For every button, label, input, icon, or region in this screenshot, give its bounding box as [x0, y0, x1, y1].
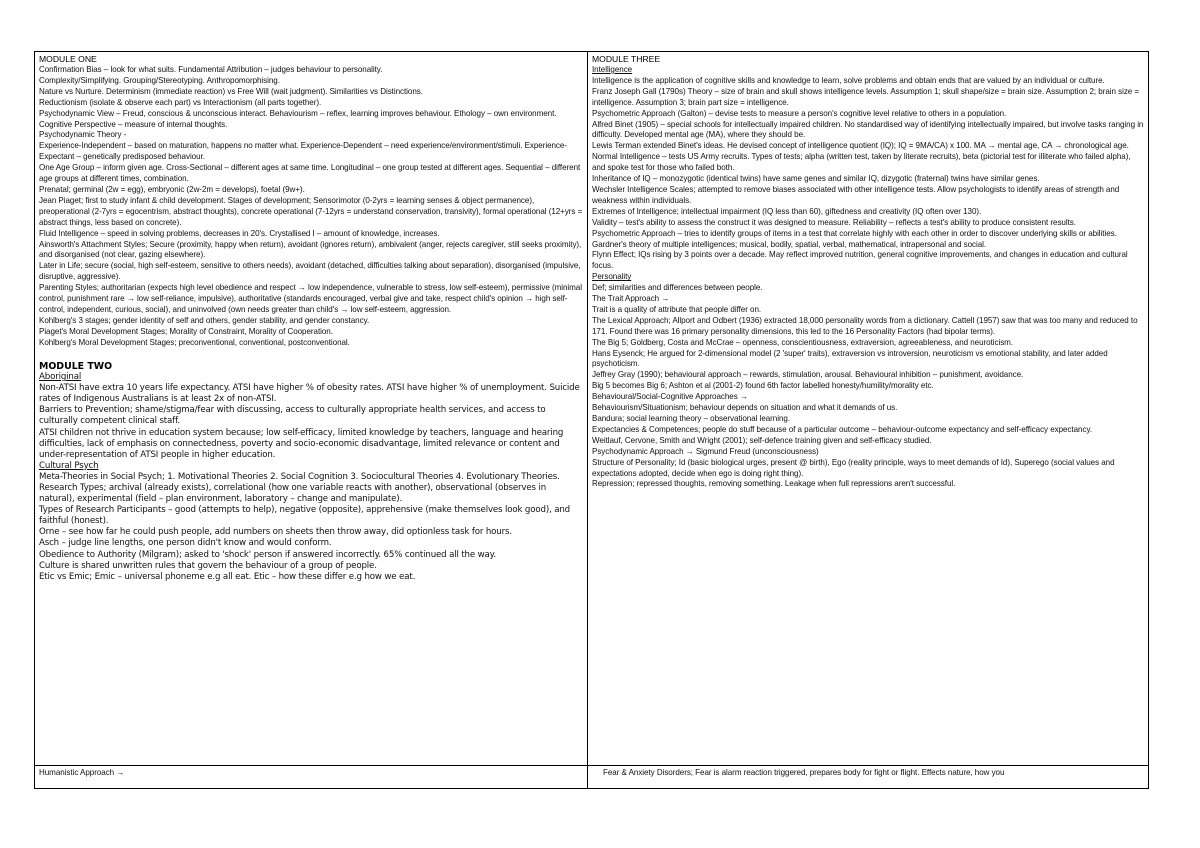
humanistic-approach-cell: Humanistic Approach →: [35, 766, 588, 789]
note-line: Psychodynamic View – Freud, conscious & unconscious interact. Behaviourism – reflex, learning improves behaviour. Ethology – own environment. Cognitive Perspective – measure of internal thoughts.: [39, 108, 557, 129]
intelligence-heading: Intelligence: [592, 65, 633, 74]
personality-heading: Personality: [592, 272, 632, 282]
personality-body: [592, 283, 1144, 490]
note-line: Behavioural/Social-Cognitive Approaches →: [592, 392, 748, 402]
aboriginal-heading: Aboriginal: [39, 372, 82, 383]
note-line: Weitlauf, Cervone, Smith and Wright (2001); self-defence training given and self-efficacy studied.: [592, 435, 932, 445]
note-line: Flynn Effect; IQs rising by 3 points over a decade. May reflect improved nutrition, general cognitive improvements, and changes in education and cultural focus.: [592, 250, 1128, 271]
note-line: Jeffrey Gray (1990); behavioural approach – rewards, stimulation, arousal. Behavioural inhibition – punishment, avoidance.: [592, 370, 1024, 380]
note-line: ATSI children not thrive in education system because; low self-efficacy, limited knowledge by teachers, language and hearing difficulties, lack of emphasis on connectedness, poverty and socio-economic disadvantage, limited relevance or content and under-representation of ATSI people in higher education.: [39, 427, 564, 460]
note-line: Kohlberg's Moral Development Stages; preconventional, conventional, postconventional.: [39, 337, 350, 347]
note-line: Bandura; social learning theory – observational learning.: [592, 414, 791, 423]
note-line: Meta-Theories in Social Psych; 1. Motivational Theories 2. Social Cognition 3. Sociocultural Theories 4. Evolutionary Theories.: [39, 471, 560, 482]
note-line: Repression; repressed thoughts, removing something. Leakage when full repressions aren't successful.: [592, 479, 956, 489]
note-line: Fluid Intelligence – speed in solving problems, decreases in 20's. Crystallised I – amount of knowledge, increases.: [39, 228, 440, 238]
note-line: Reductionism (isolate & observe each part) vs Interactionism (all parts together).: [39, 97, 322, 107]
note-line: Inheritance of IQ – monozygotic (identical twins) have same genes and similar IQ, dizygotic (fraternal) twins have similar genes.: [592, 174, 1040, 184]
note-line: Research Types; archival (already exists), correlational (how one variable reacts with another), observational (observes in natural), experimental (field – plan environment, laboratory – change and manipulate).: [39, 483, 547, 505]
notes-table: [34, 51, 1149, 789]
note-line: One Age Group – inform given age. Cross-Sectional – different ages at same time. Longitudinal – one group tested at different ages. Sequential – different age groups at different times, combination.: [39, 163, 581, 184]
note-line: The Trait Approach →: [592, 294, 670, 304]
note-line: Non-ATSI have extra 10 years life expectancy. ATSI have higher % of obesity rates. ATSI have higher % of unemployment. Suicide rates of Indigenous Australians is at least 2x of non-ATSI.: [39, 383, 580, 405]
note-line: Orne – see how far he could push people, add numbers on sheets then throw away, did optionless task for hours.: [39, 527, 512, 538]
note-line: Barriers to Prevention; shame/stigma/fear with discussing, access to culturally appropriate health services, and access to culturally competent clinical staff.: [39, 405, 546, 427]
note-line: Psychodynamic Approach → Sigmund Freud (unconsciousness): [592, 446, 819, 456]
left-column: [35, 52, 588, 766]
note-line: The Big 5; Goldberg, Costa and McCrae – openness, conscientiousness, extraversion, agreeableness, and neuroticism.: [592, 337, 1014, 347]
note-line: Trait is a quality of attribute that people differ on.: [592, 304, 762, 314]
note-line: Expectancies & Competences; people do stuff because of a particular outcome – behaviour-outcome expectancy and self-efficacy expectancy.: [592, 424, 1093, 434]
module-three-section: [592, 54, 1144, 490]
module-one-body: [39, 65, 583, 349]
note-line: Types of Research Participants – good (attempts to help), negative (opposite), apprehensive (make themselves look good), and faithful (honest).: [39, 505, 570, 527]
note-line: Piaget's Moral Development Stages; Morality of Constraint, Morality of Cooperation.: [39, 326, 333, 336]
note-line: Big 5 becomes Big 6; Ashton et al (2001-2) found 6th factor labelled honesty/humility/morality etc.: [592, 381, 934, 391]
cultural-psych-body: [39, 472, 583, 583]
note-line: Def; similarities and differences between people.: [592, 283, 763, 293]
note-line: Experience-Independent – based on maturation, happens no matter what. Experience-Dependent – need experience/environment/stimuli. Experience-Expectant – genetically predisposed behaviour.: [39, 141, 567, 162]
cultural-psych-heading: Cultural Psych: [39, 460, 99, 471]
note-line: Kohlberg's 3 stages; gender identity of self and others, gender stability, and gender constancy.: [39, 315, 370, 325]
module-three-title: MODULE THREE: [592, 54, 661, 64]
note-line: Behaviourism/Situationism; behaviour depends on situation and what it demands of us.: [592, 403, 898, 413]
footer-row: [35, 766, 1149, 789]
note-line: Validity – test's ability to assess the construct it was designed to measure. Reliability – reflects a test's ability to produce consistent results.: [592, 217, 1076, 227]
note-line: Intelligence is the application of cognitive skills and knowledge to learn, solve problems and obtain ends that are valued by an individual or culture.: [592, 75, 1105, 85]
note-line: Extremes of Intelligence; intellectual impairment (IQ less than 60), giftedness and creativity (IQ often over 130).: [592, 206, 982, 216]
note-line: Asch – judge line lengths, one person didn't know and would conform.: [39, 538, 332, 549]
note-line: Psychometric Approach – tries to identify groups of items in a test that correlate highly with each other in order to discover underlying skills or abilities.: [592, 228, 1117, 238]
note-line: Psychometric Approach (Galton) – devise tests to measure a person's cognitive level relative to others in a population.: [592, 108, 1007, 118]
fear-anxiety-cell: Fear & Anxiety Disorders; Fear is alarm reaction triggered, prepares body for fight or flight. Effects nature, how you: [588, 766, 1149, 789]
main-row: [35, 52, 1149, 766]
intelligence-body: [592, 76, 1144, 272]
note-line: Jean Piaget; first to study infant & child development. Stages of development; Sensorimotor (0-2yrs = learning senses & object permanence), preoperational (2-7yrs = egocentrism, abstract thoughts), concrete operational (7-12yrs = understand conservation, transivity), formal operational (12+yrs = abstract things, less based on concrete).: [39, 195, 583, 227]
module-one-title: MODULE ONE: [39, 54, 97, 64]
note-line: Franz Joseph Gall (1790s) Theory – size of brain and skull shows intelligence levels. Assumption 1; skull shape/size = brain size. Assumption 2; brain size = intelligence. Assumption 3; brain part size = intelligence.: [592, 86, 1140, 107]
note-line: Later in Life; secure (social, high self-esteem, sensitive to others needs), avoidant (detached, difficulties talking about separation), disorganised (impulsive, disruptive, aggressive).: [39, 261, 581, 282]
note-line: Structure of Personality; Id (basic biological urges, present @ birth), Ego (reality principle, ways to meet demands of Id), Superego (social values and expectations adopted, decide when ego is doing right thing).: [592, 457, 1115, 478]
note-line: Etic vs Emic; Emic – universal phoneme e.g all eat. Etic – how these differ e.g how we eat.: [39, 571, 416, 582]
note-line: Prenatal; germinal (2w = egg), embryonic (2w-2m = develops), foetal (9w+).: [39, 184, 305, 194]
note-line: Confirmation Bias – look for what suits. Fundamental Attribution – judges behaviour to personality.: [39, 65, 383, 74]
note-line: Parenting Styles; authoritarian (expects high level obedience and respect → low independence, vulnerable to stress, low self-esteem), permissive (minimal control, punishment rare → low self-reliance, impulsive), authoritative (standards encouraged, verbal give and take, respect child's opinion → high self-control, independent, curious, social), and uninvolved (own needs greater than child's → low self-esteem, aggression.: [39, 283, 582, 314]
note-line: Psychodynamic Theory -: [39, 130, 127, 140]
module-two-title: MODULE TWO: [39, 360, 113, 372]
note-line: Normal Intelligence – tests US Army recruits. Types of tests; alpha (written test, taken by literate recruits), beta (pictorial test for illiterate who failed alpha), and spoke test for those who failed both.: [592, 152, 1131, 173]
aboriginal-body: [39, 383, 583, 461]
note-line: Ainsworth's Attachment Styles; Secure (proximity, happy when return), avoidant (ignores return), ambivalent (anger, rejects caregiver, still seeks proximity), and disorganised (not clear, gazing elsewhere).: [39, 239, 582, 260]
right-column: [588, 52, 1149, 766]
note-line: Complexity/Simplifying. Grouping/Stereotyping. Anthropomorphising.: [39, 75, 280, 85]
note-line: Obedience to Authority (Milgram); asked to 'shock' person if answered incorrectly. 65% continued all the way.: [39, 549, 496, 560]
note-line: Alfred Binet (1905) – special schools for intellectually impaired children. No standardised way of identifying intellectually impaired, but involve tasks ranging in difficulty. Developed mental age (MA), where they should be.: [592, 119, 1144, 140]
module-one-section: [39, 54, 583, 349]
note-line: Nature vs Nurture. Determinism (immediate reaction) vs Free Will (wait judgment). Similarities vs Distinctions.: [39, 86, 423, 96]
note-line: Wechsler Intelligence Scales; attempted to remove biases associated with other intelligence tests. Allow psychologists to identify areas of strength and weakness within individuals.: [592, 184, 1120, 205]
note-line: The Lexical Approach; Allport and Odbert (1936) extracted 18,000 personality words from a dictionary. Cattell (1957) saw that was too many and reduced to 171. Found there was 16 primary personality dimensions, this led to the 16 Personality Factors (had bipolar terms).: [592, 315, 1138, 336]
note-line: Hans Eysenck; He argued for 2-dimensional model (2 'super' traits), extraversion vs introversion, neuroticism vs emotional stability, and later added psychoticism.: [592, 348, 1108, 369]
note-line: Lewis Terman extended Binet's ideas. He devised concept of intelligence quotient (IQ); IQ = 9MA/CA) x 100. MA → mental age, CA → chronological age.: [592, 141, 1129, 151]
note-line: Gardner's theory of multiple intelligences; musical, bodily, spatial, verbal, mathematical, intrapersonal and social.: [592, 239, 987, 249]
note-line: Culture is shared unwritten rules that govern the behaviour of a group of people.: [39, 560, 377, 571]
study-notes-sheet: [34, 51, 1142, 789]
module-two-section: [39, 361, 583, 583]
